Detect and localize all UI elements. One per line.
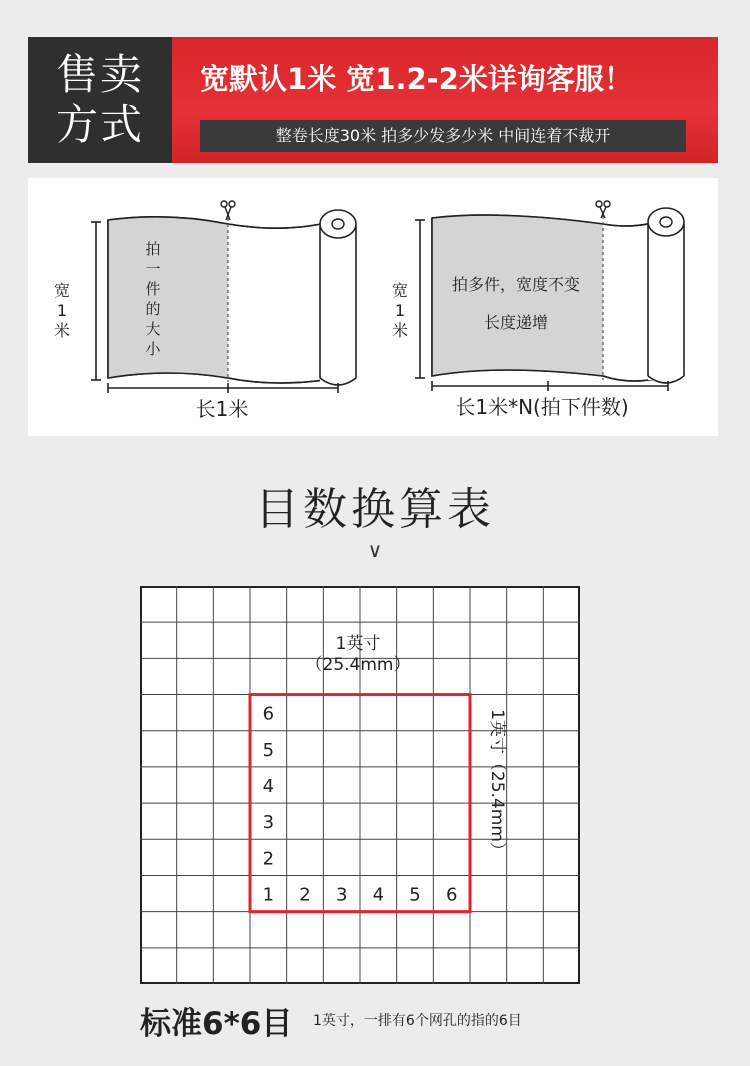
banner-label-line1: 售卖 (55, 50, 144, 99)
side-inch-label: 1英寸（25.4mm） (487, 709, 507, 859)
width-label-char: 1 (394, 301, 406, 320)
length-label: 长1米 (195, 397, 249, 421)
roll-cylinder (648, 208, 684, 383)
length-bracket (108, 383, 338, 393)
banner-label-line2: 方式 (55, 100, 144, 149)
row-number: 3 (262, 812, 275, 834)
banner-info (172, 37, 718, 163)
banner-headline: 宽默认1米 宽1.2-2米详询客服！ (200, 62, 633, 96)
column-number: 4 (372, 884, 385, 906)
row-number: 5 (262, 739, 275, 761)
piece-label-char: 大 (145, 320, 161, 338)
piece-label-char: 件 (145, 280, 161, 298)
chevron-down-icon: ∨ (367, 538, 383, 562)
standard-mesh-label: 标准6*6目 (140, 1006, 293, 1042)
column-number: 5 (409, 884, 421, 906)
width-label-char: 米 (391, 321, 409, 340)
top-inch-label: 1英寸 (335, 634, 381, 654)
width-label-char: 宽 (53, 281, 71, 300)
top-inch-mm-label: （25.4mm） (305, 655, 411, 675)
piece-label-char: 的 (145, 300, 161, 318)
column-number: 3 (335, 884, 348, 906)
banner-label (28, 37, 172, 163)
column-number: 6 (445, 884, 458, 906)
banner-subline: 整卷长度30米 拍多少发多少米 中间连着不裁开 (200, 120, 686, 152)
scissors-icon (596, 201, 610, 218)
row-number: 4 (262, 776, 275, 797)
width-label-char: 米 (53, 321, 71, 340)
row-number: 1 (262, 884, 275, 906)
roll-diagram-multiple (392, 201, 684, 419)
width-bracket (415, 220, 425, 378)
scissors-icon (221, 201, 235, 220)
multi-note-line1: 拍多件，宽度不变 (451, 275, 581, 294)
roll-diagram-single (54, 201, 356, 421)
multi-note-line2: 长度递增 (483, 313, 549, 332)
row-number: 6 (262, 703, 275, 725)
length-label: 长1米*N(拍下件数) (455, 395, 629, 419)
column-number: 2 (299, 884, 311, 906)
standard-mesh-note: 1英寸，一排有6个网孔的指的6目 (313, 1013, 522, 1029)
fabric-piece-shaded (108, 217, 228, 378)
width-bracket (91, 222, 101, 380)
width-label-char: 1 (56, 301, 68, 320)
piece-label-char: 小 (145, 340, 161, 358)
length-bracket (432, 381, 668, 391)
roll-cylinder (320, 210, 356, 385)
fabric-pieces-shaded (432, 215, 603, 376)
conversion-title: 目数换算表 (255, 484, 495, 535)
mesh-grid (140, 586, 580, 984)
row-number: 2 (262, 848, 275, 870)
piece-label-char: 一 (145, 260, 161, 278)
roll-diagrams (28, 178, 718, 436)
width-label-char: 宽 (391, 281, 409, 300)
piece-label-char: 拍 (145, 240, 161, 258)
sales-banner (28, 37, 718, 163)
